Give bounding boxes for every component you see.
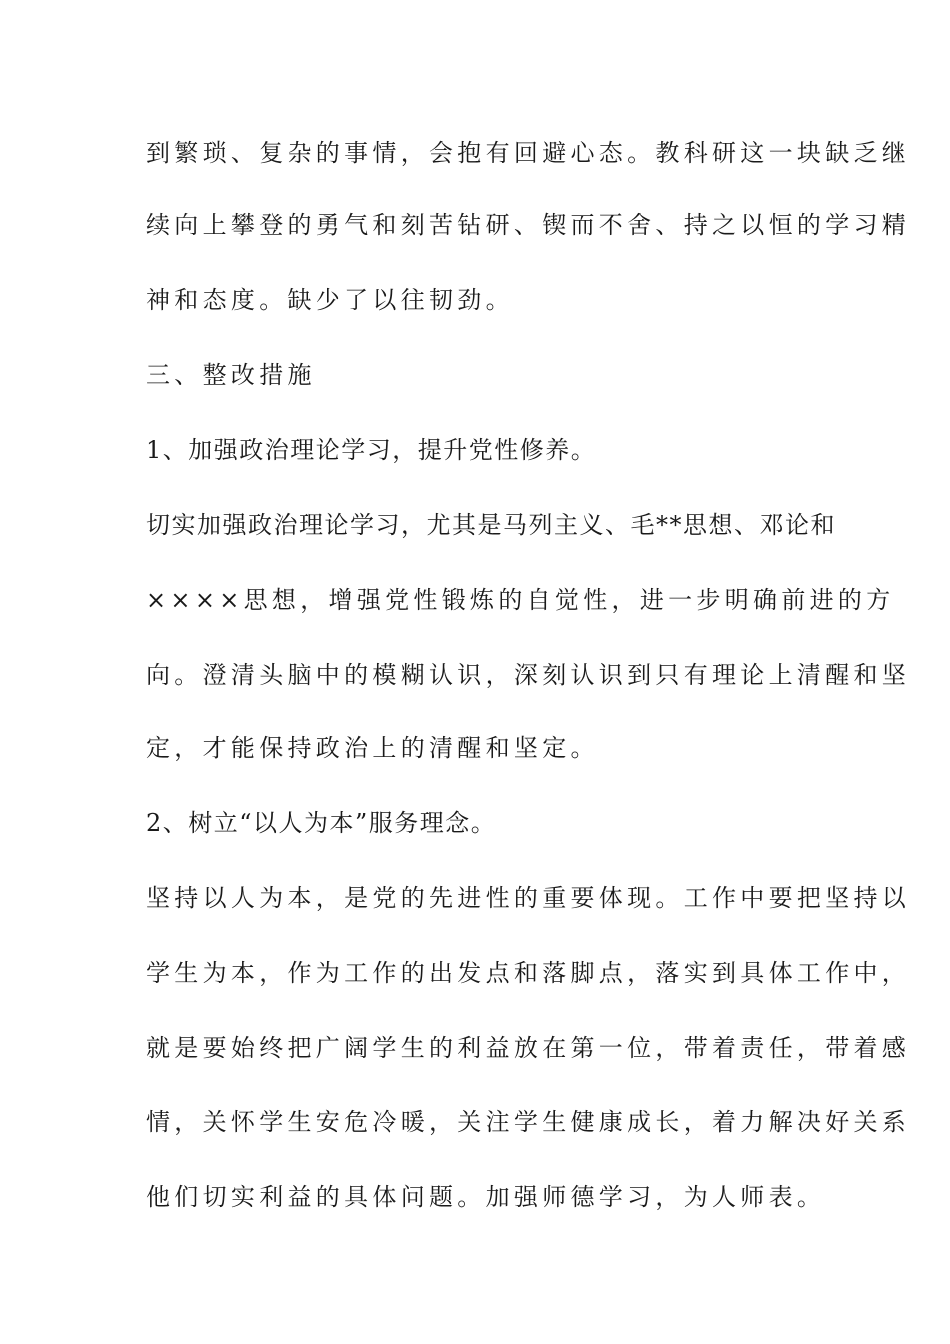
body-line-11: 坚持以人为本，是党的先进性的重要体现。工作中要把坚持以 — [146, 884, 911, 912]
body-line-1: 到繁琐、复杂的事情，会抱有回避心态。教科研这一块缺乏继 — [146, 139, 911, 167]
body-line-7: ××××思想，增强党性锻炼的自觉性，进一步明确前进的方 — [146, 586, 895, 614]
body-line-6: 切实加强政治理论学习，尤其是马列主义、毛**思想、邓论和 — [146, 511, 836, 539]
subheading-2: 2、树立“以人为本”服务理念。 — [146, 809, 497, 837]
subheading-1: 1、加强政治理论学习，提升党性修养。 — [146, 436, 597, 464]
body-line-2: 续向上攀登的勇气和刻苦钻研、锲而不舍、持之以恒的学习精 — [146, 211, 911, 239]
body-line-14: 情，关怀学生安危冷暖，关注学生健康成长，着力解决好关系 — [146, 1108, 911, 1136]
body-line-12: 学生为本，作为工作的出发点和落脚点，落实到具体工作中， — [146, 959, 911, 987]
section-heading-3: 三、整改措施 — [146, 361, 316, 389]
body-line-13: 就是要始终把广阔学生的利益放在第一位，带着责任，带着感 — [146, 1034, 911, 1062]
body-line-8: 向。澄清头脑中的模糊认识，深刻认识到只有理论上清醒和坚 — [146, 661, 911, 689]
body-line-9: 定，才能保持政治上的清醒和坚定。 — [146, 734, 599, 762]
body-line-3: 神和态度。缺少了以往韧劲。 — [146, 286, 514, 314]
body-line-15: 他们切实利益的具体问题。加强师德学习，为人师表。 — [146, 1183, 826, 1211]
